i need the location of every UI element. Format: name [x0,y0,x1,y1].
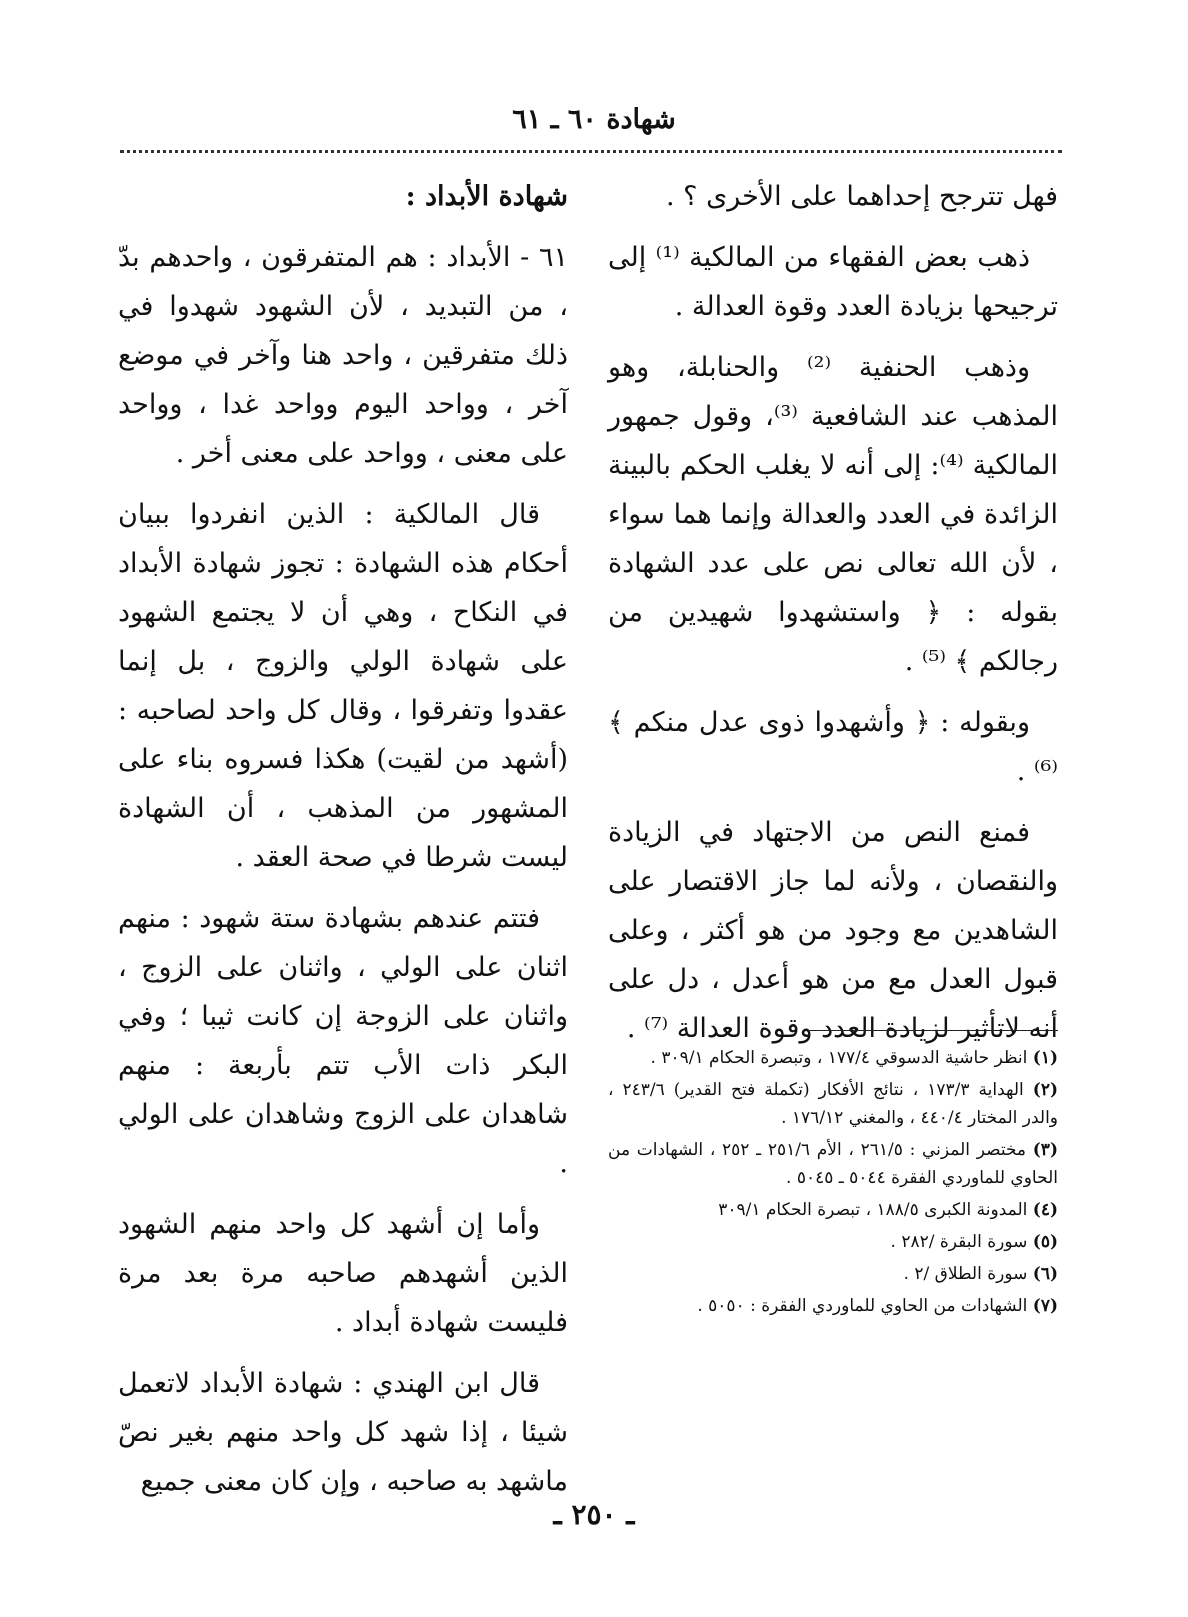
paragraph: وذهب الحنفية ⁽²⁾ والحنابلة، وهو المذهب عند الشافعية ⁽³⁾، وقول جمهور المالكية ⁽⁴⁾: إلى أنه لا يغلب الحكم بالبينة الزائدة في العدد والعدالة وإنما هما سواء ، لأن الله تعالى نص على عدد الشهادة بقوله : ﴿ واستشهدوا شهيدين من رجالكم ﴾ ⁽⁵⁾ . [608,352,1058,677]
footnote-text: المدونة الكبرى ١٨٨/٥ ، تبصرة الحكام ٣٠٩/١ [718,1200,1028,1220]
footnote-text: الشهادات من الحاوي للماوردي الفقرة : ٥٠٥٠ . [697,1296,1028,1316]
footnote-text: انظر حاشية الدسوقي ١٧٧/٤ ، وتبصرة الحكام ٣٠٩/١ . [650,1048,1028,1068]
right-column [608,172,1058,1065]
paragraph: فمنع النص من الاجتهاد في الزيادة والنقصان ، ولأنه لما جاز الاقتصار على الشاهدين مع وجود من هو أكثر ، وعلى قبول العدل مع من هو أعدل ، دل على أنه لاتأثير لزيادة العدد وقوة العدالة ⁽⁷⁾ . [608,817,1058,1044]
paragraph: فتتم عندهم بشهادة ستة شهود : منهم اثنان على الولي ، واثنان على الزوج ، واثنان على الزوجة إن كانت ثيبا ؛ وفي البكر ذات الأب تتم بأربعة : منهم شاهدان على الزوج وشاهدان على الولي . [118,903,568,1179]
section-heading: شهادة الأبداد : [405,181,568,212]
footnote-number: (١) [1032,1048,1058,1068]
footnote [608,1136,1058,1192]
footnote [608,1228,1058,1256]
footnote-number: (٧) [1032,1296,1058,1316]
footnote-number: (٢) [1032,1080,1059,1100]
footnote-separator [808,1030,1058,1031]
footnote-number: (٤) [1032,1200,1058,1220]
paragraph: قال ابن الهندي : شهادة الأبداد لاتعمل شيئا ، إذا شهد كل واحد منهم بغير نصّ ماشهد به صاحبه ، وإن كان معنى جميع [118,1368,568,1497]
footnote-number: (٥) [1032,1232,1058,1252]
running-header: شهادة ٦٠ ـ ٦١ [512,104,676,135]
footnote-number: (٦) [1032,1264,1058,1284]
left-column [118,172,568,1518]
paragraph: وبقوله : ﴿ وأشهدوا ذوى عدل منكم ﴾ ⁽⁶⁾ . [608,707,1058,787]
footnote-text: سورة الطلاق /٢ . [903,1264,1028,1284]
footnote [608,1044,1058,1072]
footnote-text: الهداية ١٧٣/٣ ، نتائج الأفكار (تكملة فتح القدير) ٢٤٣/٦ ، والدر المختار ٤٤٠/٤ ، والمغني ١٧٦/١٢ . [608,1080,1058,1128]
footnotes [608,1044,1058,1324]
footnote-number: (٣) [1032,1140,1058,1160]
paragraph: ذهب بعض الفقهاء من المالكية ⁽¹⁾ إلى ترجيحها بزيادة العدد وقوة العدالة . [608,242,1058,322]
header-dotted-rule [120,150,1062,153]
footnote [608,1076,1058,1132]
footnote-text: سورة البقرة /٢٨٢ . [890,1232,1028,1252]
footnote [608,1196,1058,1224]
paragraph: فهل تترجح إحداهما على الأخرى ؟ . [665,181,1058,212]
footnote [608,1292,1058,1320]
paragraph: قال المالكية : الذين انفردوا ببيان أحكام هذه الشهادة : تجوز شهادة الأبداد في النكاح ، وهي أن لا يجتمع الشهود على شهادة الولي والزوج ، بل إنما عقدوا وتفرقوا ، وقال كل واحد لصاحبه : (أشهد من لقيت) هكذا فسروه بناء على المشهور من المذهب ، أن الشهادة ليست شرطا في صحة العقد . [118,499,568,873]
footnote-text: مختصر المزني : ٢٦١/٥ ، الأم ٢٥١/٦ ـ ٢٥٢ ، الشهادات من الحاوي للماوردي الفقرة ٥٠٤٤ ـ ٥٠٤٥ . [608,1140,1058,1188]
paragraph: وأما إن أشهد كل واحد منهم الشهود الذين أشهدهم صاحبه مرة بعد مرة فليست شهادة أبداد . [118,1209,568,1338]
paragraph: ٦١ - الأبداد : هم المتفرقون ، واحدهم بدّ ، من التبديد ، لأن الشهود شهدوا في ذلك متفرقين ، واحد هنا وآخر في موضع آخر ، وواحد اليوم وواحد غدا ، وواحد على معنى ، وواحد على معنى أخر . [118,242,568,469]
page-number: ـ ٢٥٠ ـ [553,1498,635,1531]
footnote [608,1260,1058,1288]
